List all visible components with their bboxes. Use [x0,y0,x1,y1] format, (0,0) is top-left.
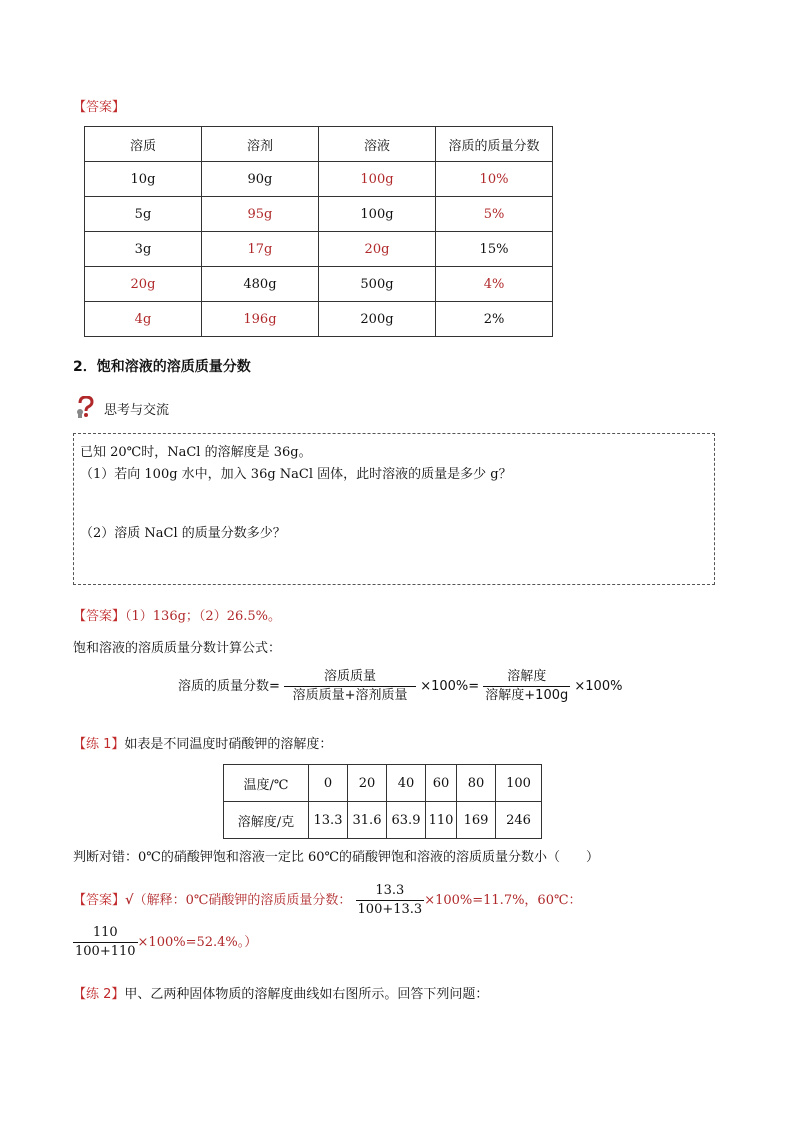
exercise-1 [73,733,332,752]
table-cell: 40 [387,765,426,802]
answer-text: ×100%=52.4%。） [137,935,258,950]
denominator: 溶解度+100g [485,688,569,703]
answer-tag: 【答案】 [73,100,126,115]
table-header: 溶剂 [201,127,318,162]
table-cell: 31.6 [348,802,387,839]
table-cell: 500g [318,267,435,302]
table-cell: 20 [348,765,387,802]
table-row [85,197,553,232]
formula [178,668,622,705]
table-cell: 95g [201,197,318,232]
table-cell: 20g [85,267,202,302]
fraction [356,882,425,919]
exercise-text: 甲、乙两种固体物质的溶解度曲线如右图所示。回答下列问题： [124,987,489,1002]
table-cell: 90g [201,162,318,197]
formula-lhs: 溶质的质量分数= [178,679,280,694]
question-mark-icon [76,396,96,418]
fraction [483,668,570,705]
table-cell: 15% [436,232,553,267]
table-cell: 13.3 [309,802,348,839]
answer-line [73,882,582,919]
judge-statement: 判断对错：0℃的硝酸钾饱和溶液一定比 60℃的硝酸钾饱和溶液的溶质质量分数小（ ） [73,850,600,865]
table-row [85,302,553,337]
table-cell: 100 [496,765,542,802]
table-cell: 80 [457,765,496,802]
table-cell: 3g [85,232,202,267]
exercise-tag: 【练 1】 [73,737,125,752]
box-line: （2）溶质 NaCl 的质量分数多少？ [80,526,286,541]
formula-intro: 饱和溶液的溶质质量分数计算公式： [73,641,282,656]
table-cell: 4% [436,267,553,302]
table-cell: 110 [426,802,457,839]
answer-text: ×100%=11.7%，60℃： [424,893,582,908]
table-cell: 63.9 [387,802,426,839]
table-cell: 200g [318,302,435,337]
table-cell: 10g [85,162,202,197]
answer-text: （解释：0℃硝酸钾的溶质质量分数： [133,893,352,908]
table-cell: 196g [201,302,318,337]
numerator: 溶解度 [483,668,570,687]
table-cell: 溶解度/克 [224,802,309,839]
fraction [73,924,138,961]
table-cell: 5% [436,197,553,232]
table-row [85,232,553,267]
table-cell: 4g [85,302,202,337]
table-row [85,162,553,197]
denominator: 溶质质量+溶剂质量 [292,688,408,703]
exercise-2 [73,983,488,1002]
table-header: 溶质 [85,127,202,162]
table-cell: 480g [201,267,318,302]
answer-line [73,605,281,624]
table-header: 溶质的质量分数 [436,127,553,162]
fraction [284,668,416,705]
formula-mid: ×100%= [420,679,480,694]
numerator: 110 [73,924,138,943]
table-cell: 100g [318,162,435,197]
denominator: 100+110 [75,944,136,959]
exercise-text: 如表是不同温度时硝酸钾的溶解度： [124,737,333,752]
table-row [85,267,553,302]
denominator: 100+13.3 [357,902,423,917]
exercise-tag: 【练 2】 [73,987,125,1002]
table-cell: 10% [436,162,553,197]
table-cell: 温度/℃ [224,765,309,802]
numerator: 13.3 [356,882,425,901]
table-header-row [85,127,553,162]
table-row [224,765,542,802]
table-row [224,802,542,839]
section-title: 2．饱和溶液的溶质质量分数 [73,359,251,375]
table-cell: 60 [426,765,457,802]
table-cell: 20g [318,232,435,267]
check-mark-icon: √ [125,893,134,908]
table-cell: 246 [496,802,542,839]
table-header: 溶液 [318,127,435,162]
answer-line [73,924,257,961]
answer-text: （1）136g；（2）26.5%。 [125,609,281,624]
solution-table [84,126,553,337]
table-cell: 0 [309,765,348,802]
box-line: （1）若向 100g 水中，加入 36g NaCl 固体，此时溶液的质量是多少 g？ [80,467,512,482]
formula-end: ×100% [574,679,623,694]
table-cell: 100g [318,197,435,232]
box-line: 已知 20℃时，NaCl 的溶解度是 36g。 [80,445,312,460]
table-cell: 2% [436,302,553,337]
think-label: 思考与交流 [104,403,170,418]
answer-tag: 【答案】 [73,893,126,908]
table-cell: 5g [85,197,202,232]
table-cell: 169 [457,802,496,839]
table-cell: 17g [201,232,318,267]
answer-tag: 【答案】 [73,609,126,624]
numerator: 溶质质量 [284,668,416,687]
solubility-table [223,764,542,839]
